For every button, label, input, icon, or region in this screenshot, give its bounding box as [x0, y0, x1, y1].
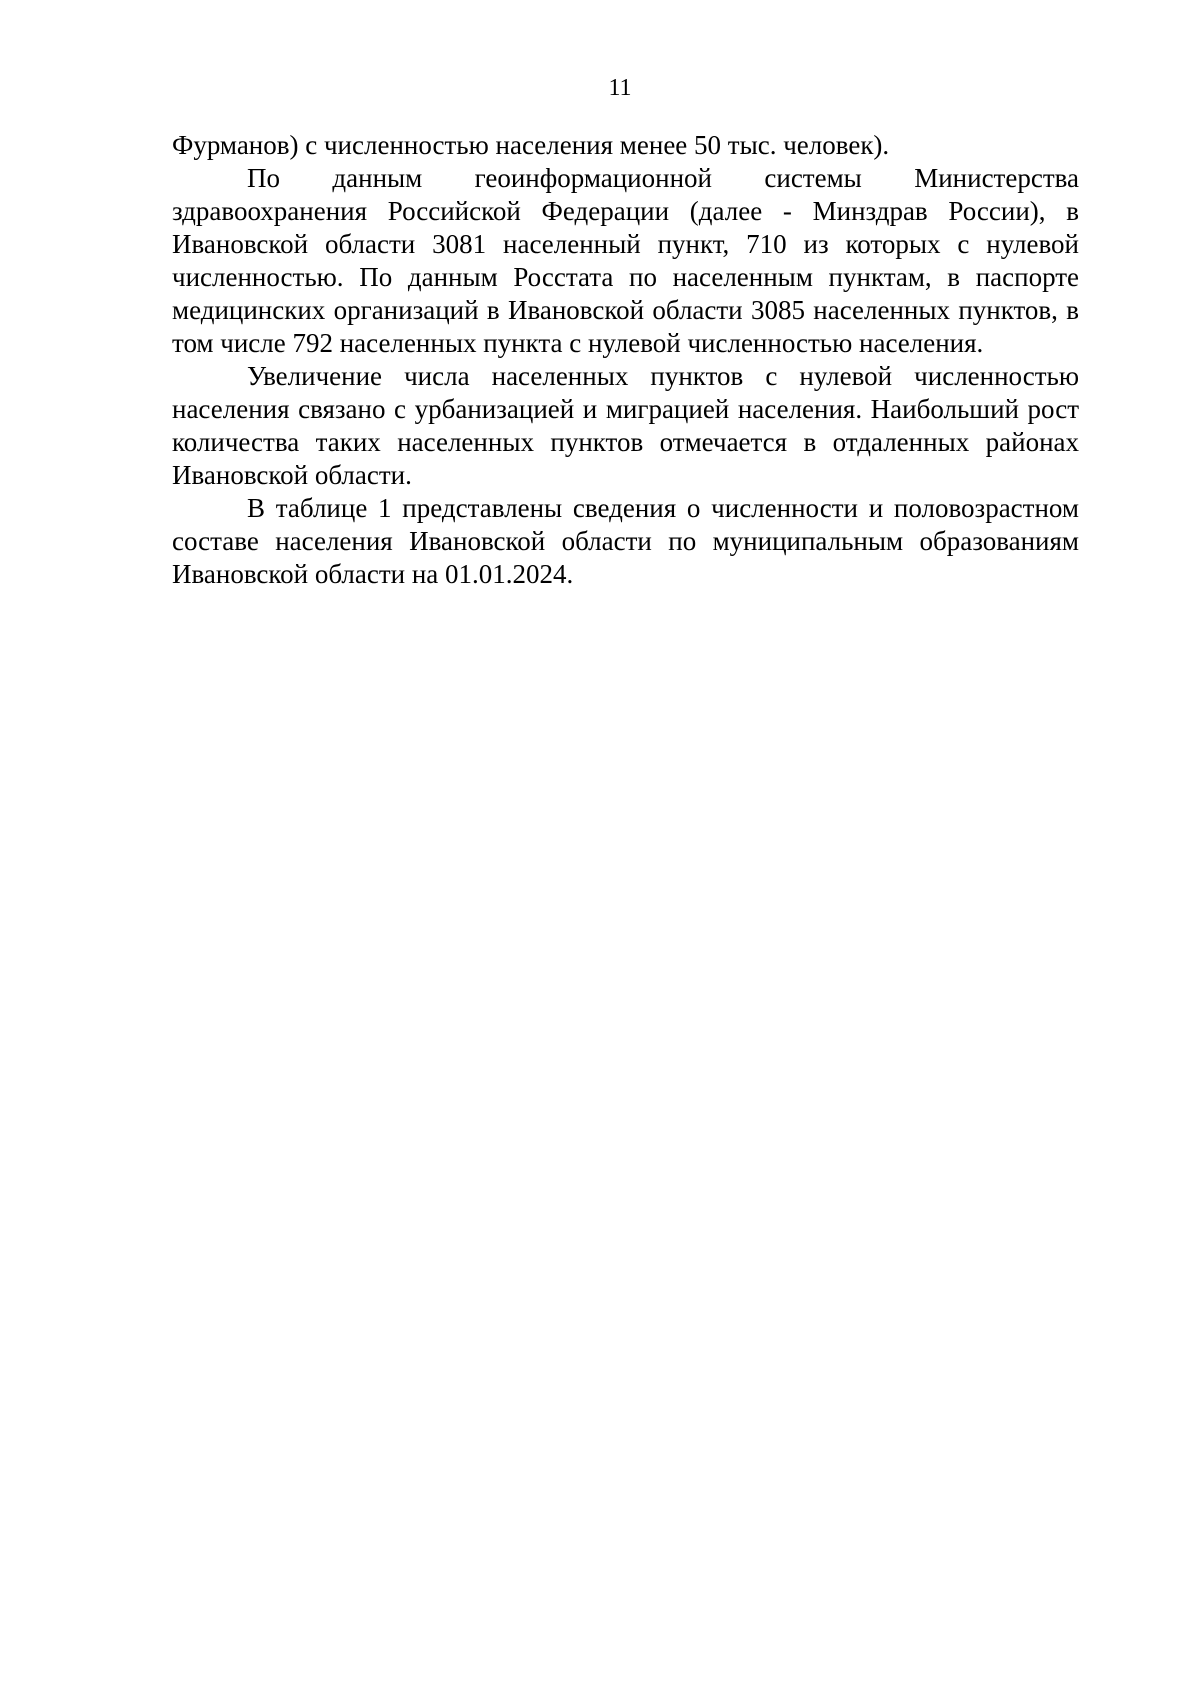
document-body [172, 129, 1079, 591]
paragraph-geoinformation-system: По данным геоинформационной системы Министерства здравоохранения Российской Федерации (далее - Минздрав России), в Ивановской области 3081 населенный пункт, 710 из которых с нулевой численностью. По данным Росстата по населенным пунктам, в паспорте медицинских организаций в Ивановской области 3085 населенных пунктов, в том числе 792 населенных пункта с нулевой численностью населения. [172, 163, 1079, 358]
paragraph-zero-population-growth: Увеличение числа населенных пунктов с нулевой численностью населения связано с урбанизацией и миграцией населения. Наибольший рост количества таких населенных пунктов отмечается в отдаленных районах Ивановской области. [172, 361, 1079, 490]
page-number: 11 [608, 75, 632, 101]
paragraph-continuation: Фурманов) с численностью населения менее 50 тыс. человек). [172, 130, 890, 160]
paragraph-table-reference: В таблице 1 представлены сведения о численности и половозрастном составе населения Ивановской области по муниципальным образованиям Ивановской области на 01.01.2024. [172, 493, 1079, 589]
